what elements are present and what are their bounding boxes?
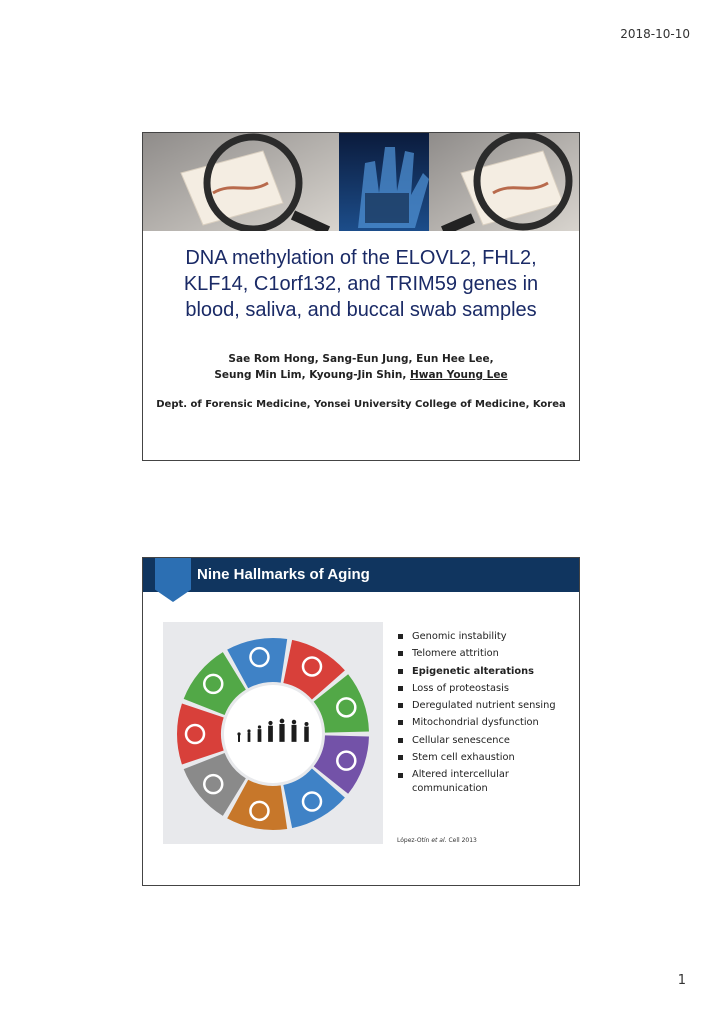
human-silhouette-icon xyxy=(292,720,297,742)
page-number: 1 xyxy=(677,973,686,988)
human-silhouette-icon xyxy=(268,721,273,742)
slide-title xyxy=(153,245,569,323)
hallmarks-wheel xyxy=(163,622,383,844)
citation-source: Cell 2013 xyxy=(446,837,477,844)
hallmark-item: Epigenetic alterations xyxy=(397,663,577,680)
hallmark-item: Loss of proteostasis xyxy=(397,680,577,697)
hallmarks-list xyxy=(397,628,577,796)
hallmark-item: Telomere attrition xyxy=(397,645,577,662)
header-date: 2018-10-10 xyxy=(620,27,690,41)
title-line: DNA methylation of the ELOVL2, FHL2, xyxy=(185,247,537,269)
hallmarks-figure xyxy=(163,622,383,844)
human-silhouette-icon xyxy=(304,722,309,742)
header-accent xyxy=(155,558,191,602)
title-slide xyxy=(142,132,580,461)
title-line: blood, saliva, and buccal swab samples xyxy=(185,299,537,321)
title-line: KLF14, C1orf132, and TRIM59 genes in xyxy=(183,273,539,295)
hallmark-item: Stem cell exhaustion xyxy=(397,749,577,766)
authors-line xyxy=(153,367,569,383)
hallmark-item: Deregulated nutrient sensing xyxy=(397,697,577,714)
hallmark-item: Mitochondrial dysfunction xyxy=(397,714,577,731)
affiliation: Dept. of Forensic Medicine, Yonsei University College of Medicine, Korea xyxy=(156,399,566,410)
human-silhouette-icon xyxy=(247,729,250,742)
author-list xyxy=(153,351,569,383)
citation xyxy=(397,837,477,844)
hallmark-item: Genomic instability xyxy=(397,628,577,645)
slide-title: Nine Hallmarks of Aging xyxy=(197,566,370,583)
hallmark-item: Cellular senescence xyxy=(397,732,577,749)
hallmark-item: Altered intercellular communication xyxy=(397,766,577,796)
corresponding-author: Hwan Young Lee xyxy=(409,369,508,381)
citation-author: López-Otín xyxy=(397,837,432,844)
human-silhouette-icon xyxy=(258,725,262,742)
wheel-segment xyxy=(177,704,224,765)
hallmarks-slide xyxy=(142,557,580,886)
slide-header xyxy=(143,558,579,592)
human-silhouette-icon xyxy=(279,719,284,742)
authors-prefix: Seung Min Lim, Kyoung-Jin Shin, xyxy=(214,369,410,381)
authors-line: Sae Rom Hong, Sang-Eun Jung, Eun Hee Lee, xyxy=(228,353,494,365)
citation-etal: et al. xyxy=(431,837,447,844)
banner-image xyxy=(143,133,579,231)
